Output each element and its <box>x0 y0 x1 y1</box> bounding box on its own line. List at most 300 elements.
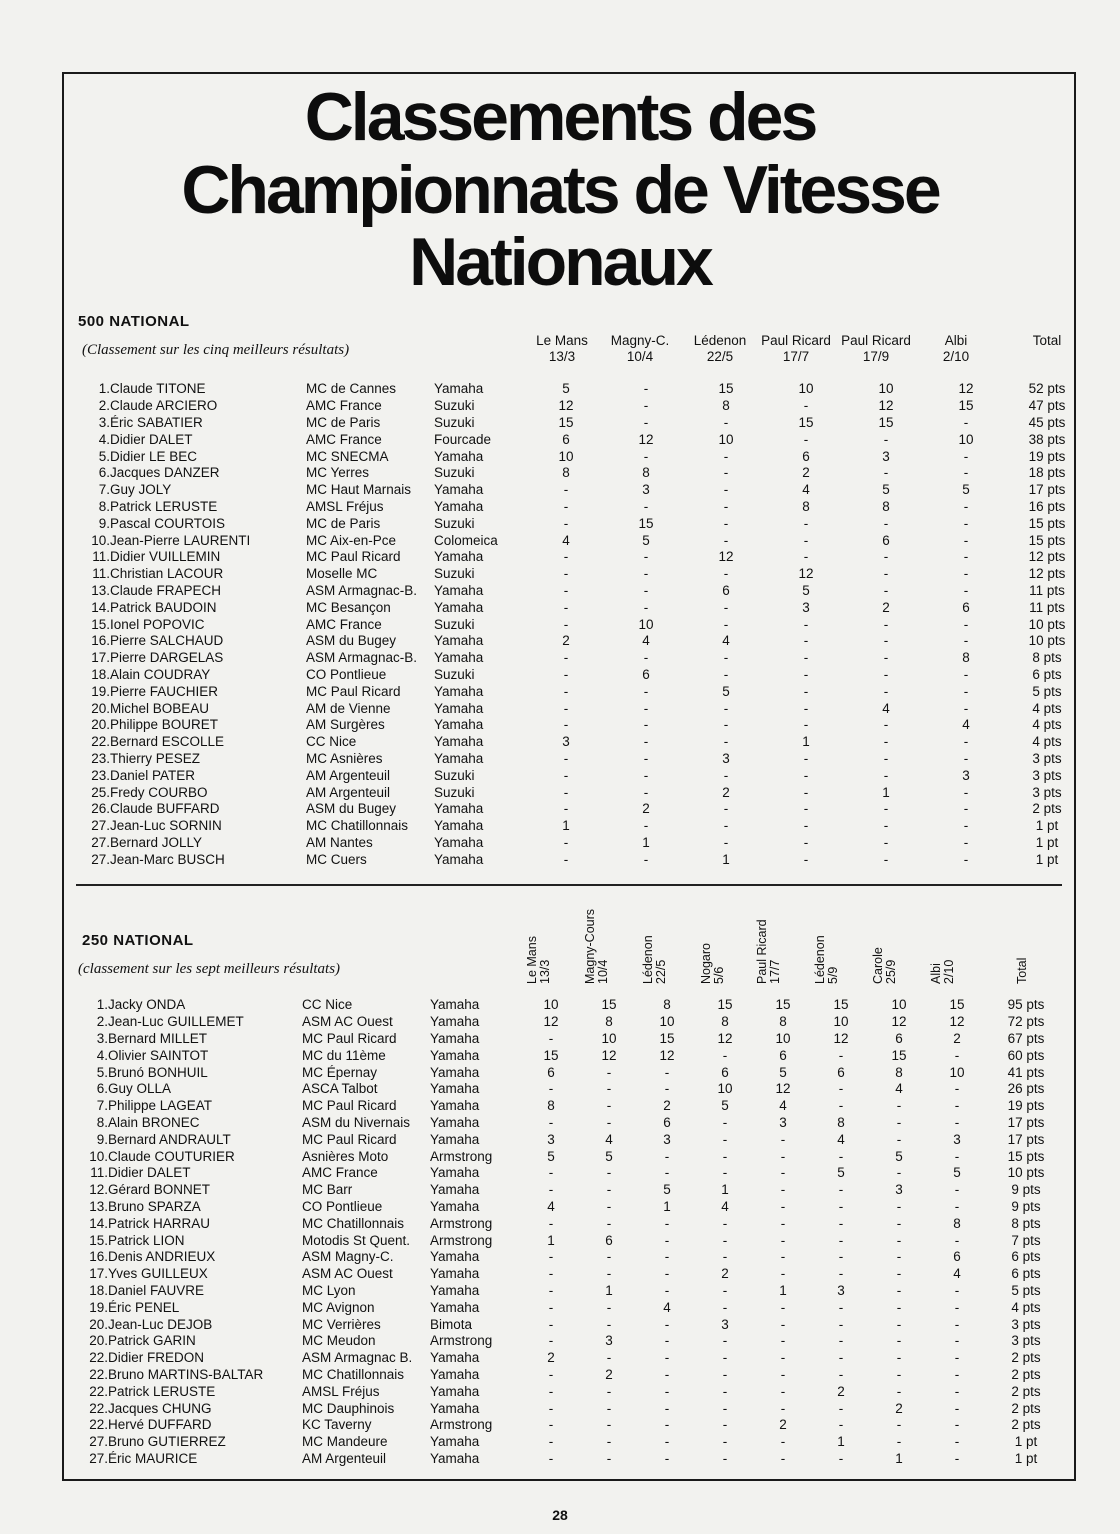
points-cell: - <box>548 1249 554 1265</box>
points-cell: 1 <box>882 784 890 800</box>
points-cell: - <box>803 784 809 800</box>
total-cell: 2 pts <box>1032 801 1062 817</box>
club-cell: MC de Paris <box>306 414 381 430</box>
make-cell: Yamaha <box>430 1030 480 1046</box>
points-cell: - <box>780 1434 786 1450</box>
total-cell: 1 pt <box>1035 834 1059 850</box>
section-250-round-header: Nogaro 5/6 <box>699 943 726 984</box>
club-cell: ASM Magny-C. <box>302 1249 394 1265</box>
rank-cell: 16. <box>89 1249 108 1265</box>
points-cell: - <box>803 633 809 649</box>
points-cell: - <box>883 650 889 666</box>
make-cell: Armstrong <box>430 1232 493 1248</box>
table-row <box>84 599 1088 616</box>
total-cell: 19 pts <box>1007 1098 1045 1114</box>
club-cell: MC Verrières <box>302 1316 381 1332</box>
total-cell: 6 pts <box>1011 1249 1041 1265</box>
club-cell: ASM Armagnac-B. <box>306 582 418 598</box>
points-cell: 8 <box>721 1014 729 1030</box>
rank-cell: 25. <box>91 784 110 800</box>
club-cell: CO Pontlieue <box>302 1198 383 1214</box>
table-row <box>84 415 1088 432</box>
points-cell: 2 <box>895 1400 903 1416</box>
club-cell: ASM du Nivernais <box>302 1114 411 1130</box>
rider-cell: Claude FRAPECH <box>110 582 222 598</box>
club-cell: ASM du Bugey <box>306 633 397 649</box>
rider-cell: Jean-Luc DEJOB <box>108 1316 213 1332</box>
points-cell: - <box>803 818 809 834</box>
points-cell: 15 <box>558 414 574 430</box>
points-cell: - <box>563 482 569 498</box>
rider-cell: Guy OLLA <box>108 1081 172 1097</box>
rank-cell: 7. <box>98 482 110 498</box>
total-cell: 15 pts <box>1028 515 1066 531</box>
rider-cell: Claude TITONE <box>110 381 206 397</box>
points-cell: 6 <box>802 448 810 464</box>
make-cell: Yamaha <box>430 1450 480 1466</box>
points-cell: 4 <box>722 633 730 649</box>
points-cell: - <box>606 1316 612 1332</box>
points-cell: - <box>563 650 569 666</box>
points-cell: - <box>780 1165 786 1181</box>
points-cell: - <box>803 801 809 817</box>
club-cell: ASM Armagnac-B. <box>306 650 418 666</box>
points-cell: - <box>664 1215 670 1231</box>
points-cell: 6 <box>562 431 570 447</box>
points-cell: - <box>664 1249 670 1265</box>
points-cell: - <box>722 1249 728 1265</box>
points-cell: - <box>780 1333 786 1349</box>
points-cell: - <box>723 532 729 548</box>
rider-cell: Bruno MARTINS-BALTAR <box>108 1366 264 1382</box>
rank-cell: 13. <box>89 1198 108 1214</box>
page-number: 28 <box>552 1507 568 1523</box>
make-cell: Suzuki <box>434 398 475 414</box>
points-cell: - <box>963 616 969 632</box>
points-cell: 5 <box>882 482 890 498</box>
points-cell: - <box>643 734 649 750</box>
points-cell: 12 <box>601 1047 617 1063</box>
rider-cell: Didier DALET <box>108 1165 191 1181</box>
points-cell: - <box>664 1081 670 1097</box>
section-500-round-header <box>680 333 760 365</box>
points-cell: - <box>883 515 889 531</box>
club-cell: MC Avignon <box>302 1299 375 1315</box>
points-cell: - <box>723 801 729 817</box>
points-cell: 5 <box>547 1148 555 1164</box>
club-cell: MC Lyon <box>302 1282 356 1298</box>
points-cell: - <box>606 1081 612 1097</box>
points-cell: - <box>643 683 649 699</box>
round-place: Lédenon <box>693 333 747 348</box>
table-row <box>84 767 1088 784</box>
club-cell: ASM Armagnac B. <box>302 1350 413 1366</box>
make-cell: Yamaha <box>430 1282 480 1298</box>
points-cell: - <box>803 834 809 850</box>
points-cell: 4 <box>721 1198 729 1214</box>
round-date: 22/5 <box>706 349 734 364</box>
table-row <box>82 1232 1066 1249</box>
points-cell: 3 <box>547 1131 555 1147</box>
points-cell: 3 <box>605 1333 613 1349</box>
points-cell: - <box>563 616 569 632</box>
points-cell: - <box>803 650 809 666</box>
club-cell: ASM AC Ouest <box>302 1014 393 1030</box>
section-500-round-header <box>836 333 916 365</box>
section-250-total-header: Total <box>1015 957 1029 984</box>
rank-cell: 1. <box>98 381 110 397</box>
rank-cell: 27. <box>89 1434 108 1450</box>
points-cell: - <box>606 1182 612 1198</box>
points-cell: 15 <box>878 414 894 430</box>
points-cell: - <box>883 834 889 850</box>
club-cell: MC Paul Ricard <box>302 1098 397 1114</box>
table-row <box>82 1165 1066 1182</box>
club-cell: Motodis St Quent. <box>302 1232 411 1248</box>
make-cell: Yamaha <box>434 700 484 716</box>
points-cell: 10 <box>659 1014 675 1030</box>
points-cell: 12 <box>833 1030 849 1046</box>
points-cell: - <box>563 851 569 867</box>
points-cell: - <box>563 683 569 699</box>
total-cell: 9 pts <box>1011 1182 1041 1198</box>
points-cell: - <box>664 1282 670 1298</box>
rank-cell: 19. <box>89 1299 108 1315</box>
points-cell: 8 <box>642 465 650 481</box>
points-cell: - <box>664 1266 670 1282</box>
points-cell: - <box>606 1350 612 1366</box>
rider-cell: Patrick BAUDOIN <box>110 599 217 615</box>
points-cell: - <box>838 1366 844 1382</box>
points-cell: 5 <box>722 683 730 699</box>
points-cell: - <box>883 717 889 733</box>
table-row <box>82 1333 1066 1350</box>
points-cell: - <box>838 1182 844 1198</box>
points-cell: 12 <box>878 398 894 414</box>
points-cell: - <box>664 1450 670 1466</box>
rank-cell: 14. <box>91 599 110 615</box>
section-500-round-header <box>916 333 996 365</box>
points-cell: - <box>883 818 889 834</box>
total-cell: 4 pts <box>1011 1299 1041 1315</box>
total-cell: 17 pts <box>1028 482 1066 498</box>
make-cell: Yamaha <box>434 683 484 699</box>
points-cell: - <box>563 582 569 598</box>
rank-cell: 10. <box>91 532 110 548</box>
points-cell: - <box>838 1148 844 1164</box>
total-cell: 10 pts <box>1028 633 1066 649</box>
round-date: 13/3 <box>548 349 576 364</box>
points-cell: - <box>722 1232 728 1248</box>
points-cell: - <box>838 1299 844 1315</box>
table-row <box>82 1115 1066 1132</box>
total-cell: 3 pts <box>1032 767 1062 783</box>
make-cell: Armstrong <box>430 1148 493 1164</box>
table-row <box>82 1316 1066 1333</box>
make-cell: Yamaha <box>430 1198 480 1214</box>
points-cell: - <box>722 1417 728 1433</box>
points-cell: 10 <box>775 1030 791 1046</box>
points-cell: 1 <box>547 1232 555 1248</box>
points-cell: 3 <box>882 448 890 464</box>
make-cell: Yamaha <box>434 801 484 817</box>
points-cell: - <box>838 1266 844 1282</box>
points-cell: - <box>780 1450 786 1466</box>
table-row <box>84 751 1088 768</box>
total-cell: 47 pts <box>1028 398 1066 414</box>
points-cell: 2 <box>802 465 810 481</box>
make-cell: Yamaha <box>430 1098 480 1114</box>
points-cell: - <box>563 717 569 733</box>
club-cell: MC Paul Ricard <box>306 683 401 699</box>
points-cell: - <box>722 1350 728 1366</box>
table-row <box>84 583 1088 600</box>
points-cell: - <box>838 1047 844 1063</box>
total-cell: 2 pts <box>1011 1400 1041 1416</box>
points-cell: 1 <box>663 1198 671 1214</box>
club-cell: AM Argenteuil <box>302 1450 387 1466</box>
rider-cell: Thierry PESEZ <box>110 750 201 766</box>
table-row <box>82 1299 1066 1316</box>
points-cell: - <box>664 1148 670 1164</box>
points-cell: - <box>803 549 809 565</box>
points-cell: - <box>722 1383 728 1399</box>
make-cell: Yamaha <box>430 1434 480 1450</box>
points-cell: 4 <box>562 532 570 548</box>
points-cell: - <box>722 1114 728 1130</box>
points-cell: - <box>723 734 729 750</box>
rider-cell: Guy JOLY <box>110 482 172 498</box>
rank-cell: 20. <box>91 700 110 716</box>
points-cell: - <box>563 666 569 682</box>
points-cell: 3 <box>721 1316 729 1332</box>
points-cell: - <box>896 1165 902 1181</box>
rank-cell: 19. <box>91 683 110 699</box>
total-cell: 1 pt <box>1035 818 1059 834</box>
points-cell: - <box>664 1400 670 1416</box>
rank-cell: 20. <box>89 1316 108 1332</box>
points-cell: - <box>883 767 889 783</box>
rank-cell: 14. <box>89 1215 108 1231</box>
rank-cell: 8. <box>96 1114 108 1130</box>
points-cell: 3 <box>642 482 650 498</box>
points-cell: - <box>664 1333 670 1349</box>
rider-cell: Didier DALET <box>110 431 193 447</box>
points-cell: 12 <box>717 1030 733 1046</box>
points-cell: - <box>606 1098 612 1114</box>
table-row <box>84 566 1088 583</box>
points-cell: - <box>838 1316 844 1332</box>
club-cell: MC Aix-en-Pce <box>306 532 397 548</box>
total-cell: 8 pts <box>1032 650 1062 666</box>
points-cell: - <box>780 1182 786 1198</box>
make-cell: Yamaha <box>434 549 484 565</box>
points-cell: - <box>883 750 889 766</box>
table-row <box>82 1266 1066 1283</box>
rider-cell: Didier LE BEC <box>110 448 198 464</box>
points-cell: - <box>563 549 569 565</box>
rider-cell: Bernard JOLLY <box>110 834 203 850</box>
points-cell: - <box>606 1249 612 1265</box>
table-row <box>82 1047 1066 1064</box>
points-cell: 6 <box>962 599 970 615</box>
points-cell: - <box>643 549 649 565</box>
points-cell: - <box>563 498 569 514</box>
points-cell: - <box>896 1198 902 1214</box>
points-cell: - <box>722 1215 728 1231</box>
points-cell: 3 <box>895 1182 903 1198</box>
club-cell: CC Nice <box>306 734 357 750</box>
points-cell: - <box>722 1450 728 1466</box>
rider-cell: Pascal COURTOIS <box>110 515 226 531</box>
points-cell: - <box>643 398 649 414</box>
club-cell: MC Besançon <box>306 599 391 615</box>
points-cell: - <box>664 1366 670 1382</box>
points-cell: 12 <box>543 1014 559 1030</box>
points-cell: 6 <box>547 1064 555 1080</box>
make-cell: Suzuki <box>434 566 475 582</box>
rank-cell: 27. <box>91 834 110 850</box>
make-cell: Yamaha <box>434 381 484 397</box>
make-cell: Suzuki <box>434 784 475 800</box>
points-cell: 3 <box>779 1114 787 1130</box>
section-250-round-header: Carole 25/9 <box>871 947 898 984</box>
points-cell: - <box>963 633 969 649</box>
club-cell: MC Paul Ricard <box>306 549 401 565</box>
points-cell: - <box>780 1316 786 1332</box>
points-cell: - <box>548 1182 554 1198</box>
total-cell: 8 pts <box>1011 1215 1041 1231</box>
points-cell: 4 <box>663 1299 671 1315</box>
points-cell: - <box>954 1333 960 1349</box>
club-cell: MC Chatillonnais <box>302 1366 405 1382</box>
points-cell: - <box>723 515 729 531</box>
points-cell: - <box>803 683 809 699</box>
total-cell: 17 pts <box>1007 1131 1045 1147</box>
points-cell: 10 <box>601 1030 617 1046</box>
make-cell: Yamaha <box>434 851 484 867</box>
rank-cell: 15. <box>89 1232 108 1248</box>
section-250-table <box>82 997 1066 1467</box>
total-cell: 15 pts <box>1028 532 1066 548</box>
rider-cell: Philippe BOURET <box>110 717 219 733</box>
points-cell: - <box>803 767 809 783</box>
points-cell: - <box>722 1047 728 1063</box>
points-cell: - <box>883 465 889 481</box>
points-cell: 3 <box>663 1131 671 1147</box>
rider-cell: Jacques CHUNG <box>108 1400 212 1416</box>
points-cell: 1 <box>562 818 570 834</box>
points-cell: - <box>643 381 649 397</box>
points-cell: - <box>803 431 809 447</box>
rider-cell: Bruno SPARZA <box>108 1198 201 1214</box>
points-cell: 12 <box>638 431 654 447</box>
total-cell: 3 pts <box>1011 1333 1041 1349</box>
points-cell: 10 <box>638 616 654 632</box>
club-cell: MC Dauphinois <box>302 1400 395 1416</box>
points-cell: 6 <box>721 1064 729 1080</box>
points-cell: 5 <box>663 1182 671 1198</box>
total-cell: 18 pts <box>1028 465 1066 481</box>
rank-cell: 20. <box>89 1333 108 1349</box>
points-cell: - <box>896 1434 902 1450</box>
points-cell: - <box>963 700 969 716</box>
club-cell: MC Barr <box>302 1182 353 1198</box>
points-cell: - <box>606 1215 612 1231</box>
make-cell: Yamaha <box>430 1299 480 1315</box>
points-cell: - <box>954 1098 960 1114</box>
rank-cell: 22. <box>91 734 110 750</box>
points-cell: - <box>963 818 969 834</box>
table-row <box>82 1350 1066 1367</box>
points-cell: - <box>838 1098 844 1114</box>
points-cell: - <box>664 1350 670 1366</box>
points-cell: - <box>838 1450 844 1466</box>
section-250-round-header: Paul Ricard 17/7 <box>755 919 782 984</box>
points-cell: - <box>780 1131 786 1147</box>
points-cell: - <box>954 1299 960 1315</box>
points-cell: - <box>723 482 729 498</box>
section-divider <box>76 884 1062 886</box>
club-cell: AMSL Fréjus <box>302 1383 380 1399</box>
make-cell: Yamaha <box>434 650 484 666</box>
points-cell: - <box>838 1249 844 1265</box>
total-cell: 3 pts <box>1032 750 1062 766</box>
points-cell: - <box>803 700 809 716</box>
table-row <box>84 549 1088 566</box>
points-cell: 8 <box>605 1014 613 1030</box>
rider-cell: Bruno GUTIERREZ <box>108 1434 226 1450</box>
points-cell: - <box>954 1282 960 1298</box>
page-title-line-2: Championnats de Vitesse <box>181 152 939 228</box>
table-row <box>84 482 1088 499</box>
points-cell: 15 <box>717 997 733 1013</box>
points-cell: 6 <box>722 582 730 598</box>
points-cell: - <box>563 700 569 716</box>
make-cell: Yamaha <box>430 1350 480 1366</box>
make-cell: Yamaha <box>434 599 484 615</box>
rank-cell: 15. <box>91 616 110 632</box>
table-row <box>84 381 1088 398</box>
section-250-note: (classement sur les sept meilleurs résultats) <box>78 961 341 977</box>
points-cell: 6 <box>642 666 650 682</box>
points-cell: 10 <box>958 431 974 447</box>
points-cell: 6 <box>837 1064 845 1080</box>
club-cell: AM Surgères <box>306 717 385 733</box>
table-row <box>84 532 1088 549</box>
section-500-round-header <box>600 333 680 365</box>
rank-cell: 23. <box>91 750 110 766</box>
points-cell: - <box>563 750 569 766</box>
points-cell: 5 <box>721 1098 729 1114</box>
rank-cell: 22. <box>89 1417 108 1433</box>
points-cell: - <box>896 1417 902 1433</box>
make-cell: Yamaha <box>430 1165 480 1181</box>
make-cell: Yamaha <box>430 1064 480 1080</box>
section-250-round-header: Albi 2/10 <box>929 959 956 984</box>
points-cell: 5 <box>895 1148 903 1164</box>
table-row <box>84 431 1088 448</box>
club-cell: MC Chatillonnais <box>306 818 409 834</box>
table-row <box>82 1031 1066 1048</box>
page-title-line-1: Classements des <box>304 79 816 155</box>
points-cell: 15 <box>543 1047 559 1063</box>
points-cell: 15 <box>798 414 814 430</box>
points-cell: - <box>838 1215 844 1231</box>
total-cell: 1 pt <box>1035 851 1059 867</box>
points-cell: - <box>606 1114 612 1130</box>
round-place: Paul Ricard <box>761 333 831 348</box>
